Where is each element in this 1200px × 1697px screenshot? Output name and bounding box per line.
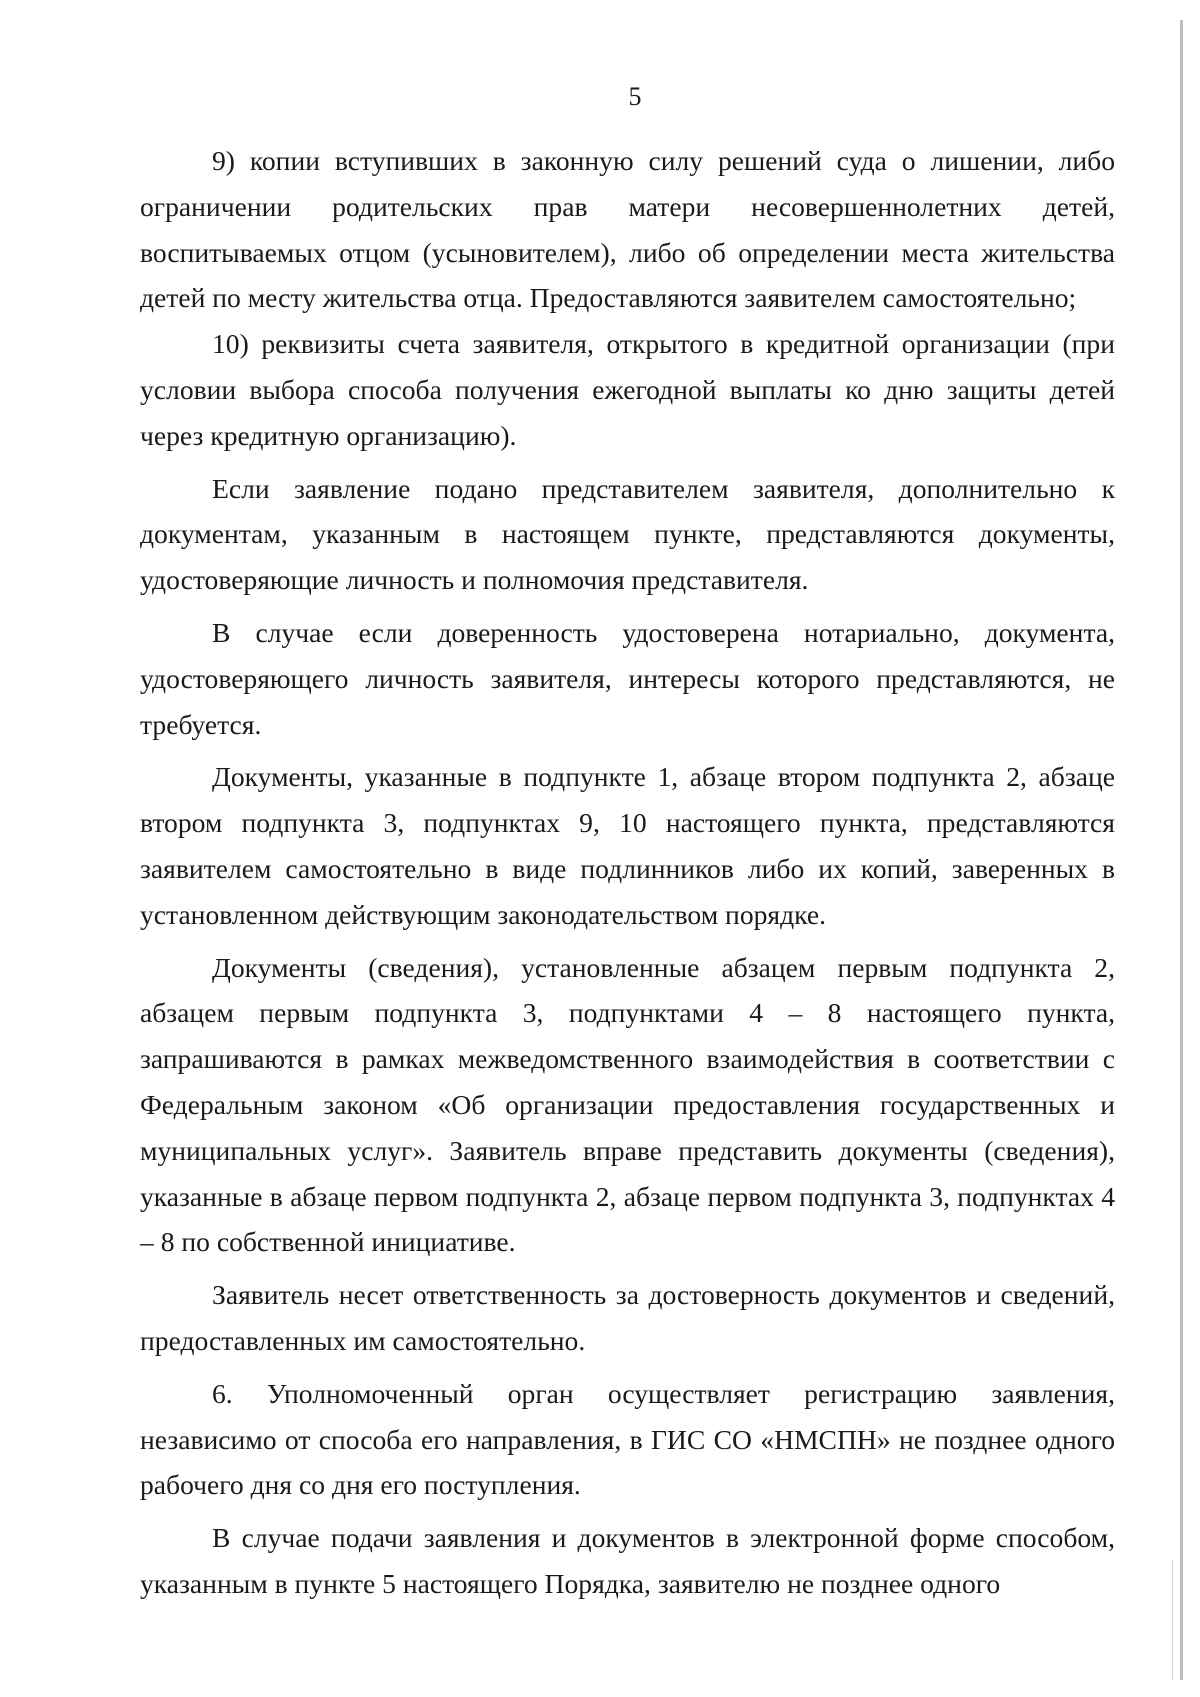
paragraph-power-of-attorney: В случае если доверенность удостоверена нотариально, документа, удостоверяющего личность заявителя, интересы которого представляются, не требуется.	[140, 616, 1115, 740]
scan-edge-mark	[1172, 1560, 1173, 1680]
paragraph-representative: Если заявление подано представителем заявителя, дополнительно к документам, указанным в настоящем пункте, представляются документы, удостоверяющие личность и полномочия представителя.	[140, 472, 1115, 596]
paragraph-item-6-registration: 6. Уполномоченный орган осуществляет регистрацию заявления, независимо от способа его направления, в ГИС СО «НМСПН» не позднее одного рабочего дня со дня его поступления.	[140, 1377, 1115, 1501]
page-number: 5	[628, 82, 642, 111]
paragraph-electronic-submission: В случае подачи заявления и документов в электронной форме способом, указанным в пункте 5 настоящего Порядка, заявителю не позднее одного	[140, 1522, 1115, 1599]
paragraph-item-10: 10) реквизиты счета заявителя, открытого в кредитной организации (при условии выбора способа получения ежегодной выплаты ко дню защиты детей через кредитную организацию).	[140, 328, 1115, 451]
document-body	[140, 138, 1115, 1607]
scan-edge-line	[1180, 20, 1183, 1680]
paragraph-documents-self: Документы, указанные в подпункте 1, абзаце втором подпункта 2, абзаце втором подпункта 3, подпунктах 9, 10 настоящего пункта, представляются заявителем самостоятельно в виде подлинников либо их копий, заверенных в установленном действующим законодательством порядке.	[140, 761, 1115, 930]
paragraph-item-9: 9) копии вступивших в законную силу решений суда о лишении, либо ограничении родительских прав матери несовершеннолетних детей, воспитываемых отцом (усыновителем), либо об определении места жительства детей по месту жительства отца. Предоставляются заявителем самостоятельно;	[140, 145, 1115, 314]
paragraph-documents-interagency: Документы (сведения), установленные абзацем первым подпункта 2, абзацем первым подпункта 3, подпунктами 4 – 8 настоящего пункта, запрашиваются в рамках межведомственного взаимодействия в соответствии с Федеральным законом «Об организации предоставления государственных и муниципальных услуг». Заявитель вправе представить документы (сведения), указанные в абзаце первом подпункта 2, абзаце первом подпункта 3, подпунктах 4 – 8 по собственной инициативе.	[140, 951, 1115, 1258]
paragraph-responsibility: Заявитель несет ответственность за достоверность документов и сведений, предоставленных им самостоятельно.	[140, 1279, 1115, 1356]
